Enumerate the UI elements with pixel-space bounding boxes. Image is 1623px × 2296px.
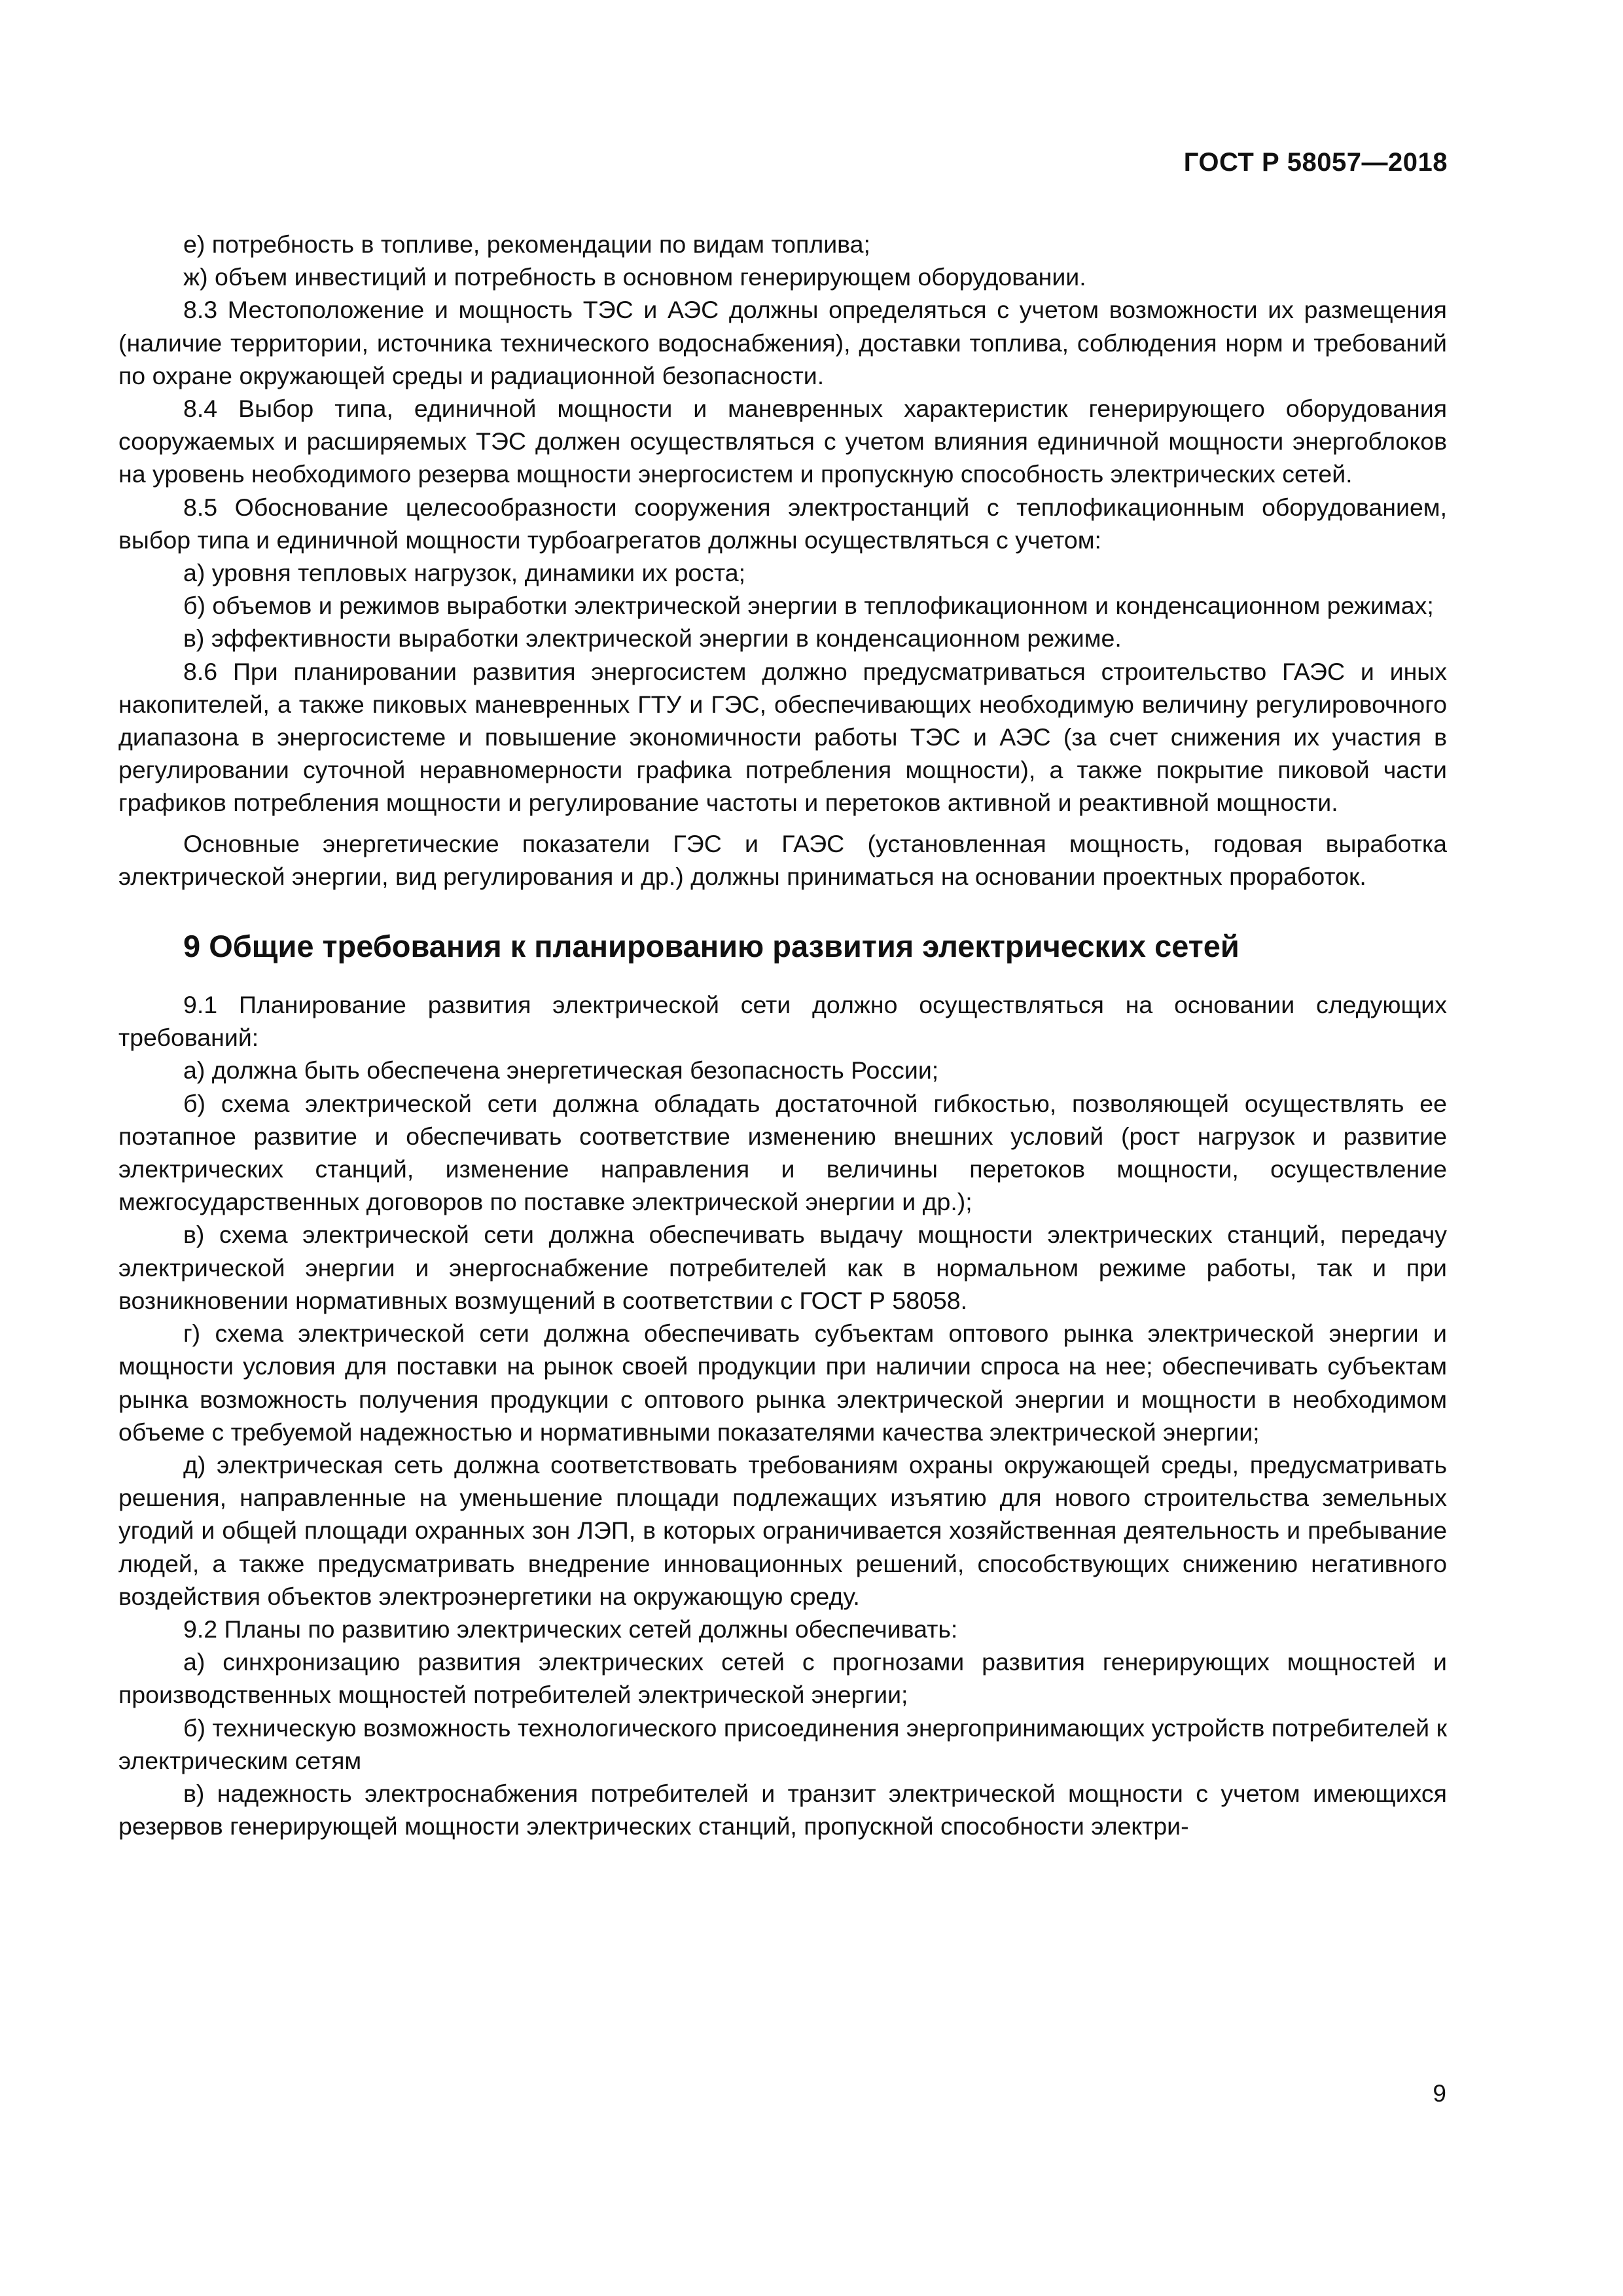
- clause-9-1-item-a: а) должна быть обеспечена энергетическая безопасность России;: [183, 1056, 939, 1085]
- clause-8-5: 8.5 Обоснование целесообразности сооружения электростанций с теплофикационным оборудованием, выбор типа и единичной мощности турбоагрегатов должны осуществляться с учетом:: [118, 493, 1447, 554]
- clause-9-1-item-b: б) схема электрической сети должна обладать достаточной гибкостью, позволяющей осуществлять ее поэтапное развитие и обеспечивать соответствие изменению внешних условий (рост нагрузок и развитие электрических станций, изменение направления и величины перетоков мощности, осуществление межгосударственных договоров по поставке электрической энергии и др.);: [118, 1089, 1447, 1216]
- document-id-header: ГОСТ Р 58057—2018: [1183, 148, 1448, 177]
- clause-8-3: 8.3 Местоположение и мощность ТЭС и АЭС должны определяться с учетом возможности их размещения (наличие территории, источника технического водоснабжения), доставки топлива, соблюдения норм и требований по охране окружающей среды и радиационной безопасности.: [118, 296, 1447, 389]
- clause-9-1: 9.1 Планирование развития электрической сети должно осуществляться на основании следующих требований:: [118, 991, 1447, 1052]
- clause-8-6: 8.6 При планировании развития энергосистем должно предусматриваться строительство ГАЭС и иных накопителей, а также пиковых маневренных ГТУ и ГЭС, обеспечивающих необходимую величину регулировочного диапазона в энергосистеме и повышение экономичности работы ТЭС и АЭС (за счет снижения их участия в регулировании суточной неравномерности графика потребления мощности), а также покрытие пиковой части графиков потребления мощности и регулирование частоты и перетоков активной и реактивной мощности.: [118, 657, 1447, 817]
- clause-8-5-item-a: а) уровня тепловых нагрузок, динамики их роста;: [183, 559, 746, 587]
- clause-8-5-item-v: в) эффективности выработки электрической энергии в конденсационном режиме.: [183, 624, 1122, 653]
- clause-9-1-item-v: в) схема электрической сети должна обеспечивать выдачу мощности электрических станций, передачу электрической энергии и энергоснабжение потребителей как в нормальном режиме работы, так и при возникновении нормативных возмущений в соответствии с ГОСТ Р 58058.: [118, 1221, 1447, 1314]
- clause-9-2: 9.2 Планы по развитию электрических сетей должны обеспечивать:: [183, 1615, 958, 1643]
- clause-9-2-item-v: в) надежность электроснабжения потребителей и транзит электрической мощности с учетом имеющихся резервов генерирующей мощности электрических станций, пропускной способности электри-: [118, 1779, 1447, 1840]
- clause-9-1-item-g: г) схема электрической сети должна обеспечивать субъектам оптового рынка электрической энергии и мощности условия для поставки на рынок своей продукции при наличии спроса на нее; обеспечивать субъектам рынка возможность получения продукции с оптового рынка электрической энергии и мощности в необходимом объеме с требуемой надежностью и нормативными показателями качества электрической энергии;: [118, 1319, 1447, 1446]
- clause-9-2-item-b: б) техническую возможность технологического присоединения энергопринимающих устройств потребителей к электрическим сетям: [118, 1713, 1447, 1774]
- clause-8-6-note: Основные энергетические показатели ГЭС и ГАЭС (установленная мощность, годовая выработка электрической энергии, вид регулирования и др.) должны приниматься на основании проектных проработок.: [118, 829, 1447, 890]
- clause-9-2-item-a: а) синхронизацию развития электрических сетей с прогнозами развития генерирующих мощностей и производственных мощностей потребителей электрической энергии;: [118, 1648, 1447, 1709]
- clause-9-1-item-d: д) электрическая сеть должна соответствовать требованиям охраны окружающей среды, предусматривать решения, направленные на уменьшение площади подлежащих изъятию для нового строительства земельных угодий и общей площади охранных зон ЛЭП, в которых ограничивается хозяйственная деятельность и пребывание людей, а также предусматривать внедрение инновационных решений, способствующих снижению негативного воздействия объектов электроэнергетики на окружающую среду.: [118, 1450, 1447, 1610]
- list-item-zh: ж) объем инвестиций и потребность в основном генерирующем оборудовании.: [183, 263, 1086, 291]
- clause-8-4: 8.4 Выбор типа, единичной мощности и маневренных характеристик генерирующего оборудования сооружаемых и расширяемых ТЭС должен осуществляться с учетом влияния единичной мощности энергоблоков на уровень необходимого резерва мощности энергосистем и пропускную способность электрических сетей.: [118, 395, 1447, 488]
- clause-8-5-item-b: б) объемов и режимов выработки электрической энергии в теплофикационном и конденсационном режимах;: [183, 592, 1434, 620]
- page-number: 9: [1433, 2080, 1446, 2107]
- document-body: [118, 228, 1447, 1842]
- section-9-heading: 9 Общие требования к планированию развития электрических сетей: [183, 929, 1240, 964]
- list-item-e: е) потребность в топливе, рекомендации по видам топлива;: [183, 230, 870, 258]
